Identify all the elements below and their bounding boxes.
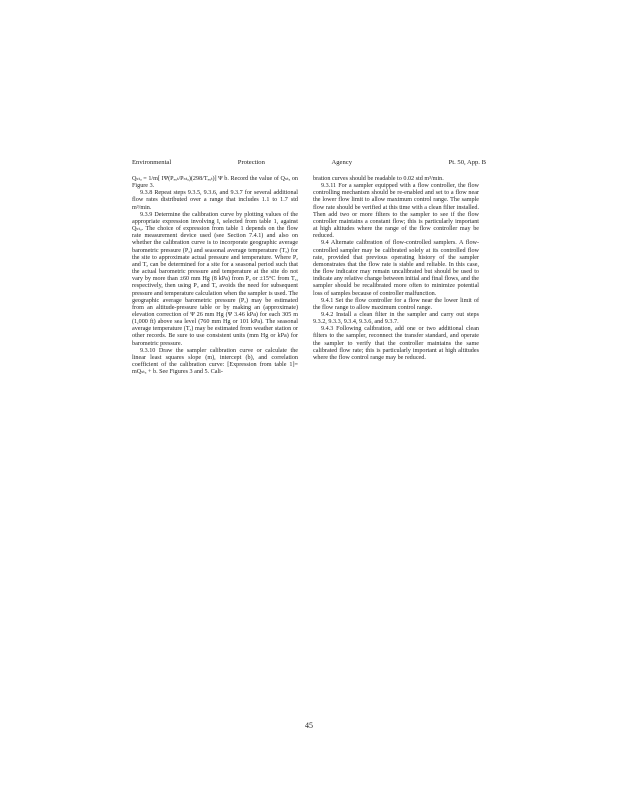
paragraph: 9.3.9 Determine the calibration curve by plotting values of the appropriate expression involving I, selected from table 1, against Qₛₜₐ. The choice of expression from table 1 depends on the flow rate measurement device used (see Section 7.4.1) and also on whether the calibration curve is to incorporate geographic average barometric pressure (Pₐ) and seasonal average temperature (Tₐ) for the site to approximate actual pressure and temperature. Where Pₐ and Tₐ can be determined for a site for a seasonal period such that the actual barometric pressure and temperature at the site do not vary by more than ±60 mm Hg (8 kPa) from Pₐ or ±15°C from Tₐ, respectively, then using Pₐ and Tₐ avoids the need for subsequent pressure and temperature calculation when the sampler is used. The geographic average barometric pressure (Pₐ) may be estimated from an altitude-pressure table or by making an (approximate) elevation correction of Ψ 26 mm Hg (Ψ 3.46 kPa) for each 305 m (1,000 ft) above sea level (760 mm Hg or 101 kPa). The seasonal average temperature (Tₐ) may be estimated from weather station or other records. Be sure to use consistent units (mm Hg or kPa) for barometric pressure. (132, 211, 298, 347)
page-number: 45 (305, 721, 313, 730)
running-header (132, 159, 486, 166)
paragraph: 9.3.10 Draw the sampler calibration curve or calculate the linear least squares slope (m), intercept (b), and correlation coefficient of the calibration curve: [Expression from table 1]= mQₛₜₐ + b. See Figures 3 and 5. Cali- (132, 347, 298, 376)
paragraph: 9.4.2 Install a clean filter in the sampler and carry out steps 9.3.2, 9.3.3, 9.3.4, 9.3.6, and 9.3.7. (313, 311, 479, 326)
part-reference (449, 159, 486, 166)
paragraph: 9.4 Alternate calibration of flow-controlled samplers. A flow-controlled sampler may be calibrated solely at its controlled flow rate, provided that previous operating history of the sampler demonstrates that the flow rate is stable and reliable. In this case, the flow indicator may remain uncalibrated but should be used to indicate any relative change between initial and final flows, and the sampler should be recalibrated more often to minimize potential loss of samples because of controller malfunction. (313, 240, 479, 297)
paragraph: 9.3.8 Repeat steps 9.3.5, 9.3.6, and 9.3.7 for several additional flow rates distributed over a range that includes 1.1 to 1.7 std m³/min. (132, 190, 298, 211)
paragraph: 9.3.11 For a sampler equipped with a flow controller, the flow controlling mechanism should be re-enabled and set to a flow near the lower flow limit to allow maximum control range. The sample flow rate should be verified at this time with a clean filter installed. Then add two or more filters to the sampler to see if the flow controller maintains a constant flow; this is particularly important at high altitudes where the range of the flow controller may be reduced. (313, 183, 479, 240)
paragraph: 9.4.1 Set the flow controller for a flow near the lower limit of the flow range to allow maximum control range. (313, 297, 479, 311)
right-text-column (313, 176, 479, 362)
paragraph: 9.4.3 Following calibration, add one or two additional clean filters to the sampler, reconnect the transfer standard, and operate the sampler to verify that the controller maintains the same calibrated flow rate; this is particularly important at high altitudes where the flow control range may be reduced. (313, 326, 479, 361)
header-word-3: Agency (331, 159, 352, 166)
header-word-2: Protection (237, 159, 265, 166)
header-word-1: Environmental (132, 159, 172, 166)
paragraph: bration curves should be readable to 0.02 std m³/min. (313, 176, 444, 182)
agency-name (132, 159, 352, 166)
paragraph: Qₛₜₐ = 1/m[ IΨ(Pₑₓₜ/Pₛₜₐ)(298/Tₑₓₜ)] Ψ b. Record the value of Qₛₜₐ on Figure 3. (132, 176, 298, 190)
part-label: Pt. 50, App. B (448, 159, 486, 166)
left-text-column (132, 176, 298, 376)
